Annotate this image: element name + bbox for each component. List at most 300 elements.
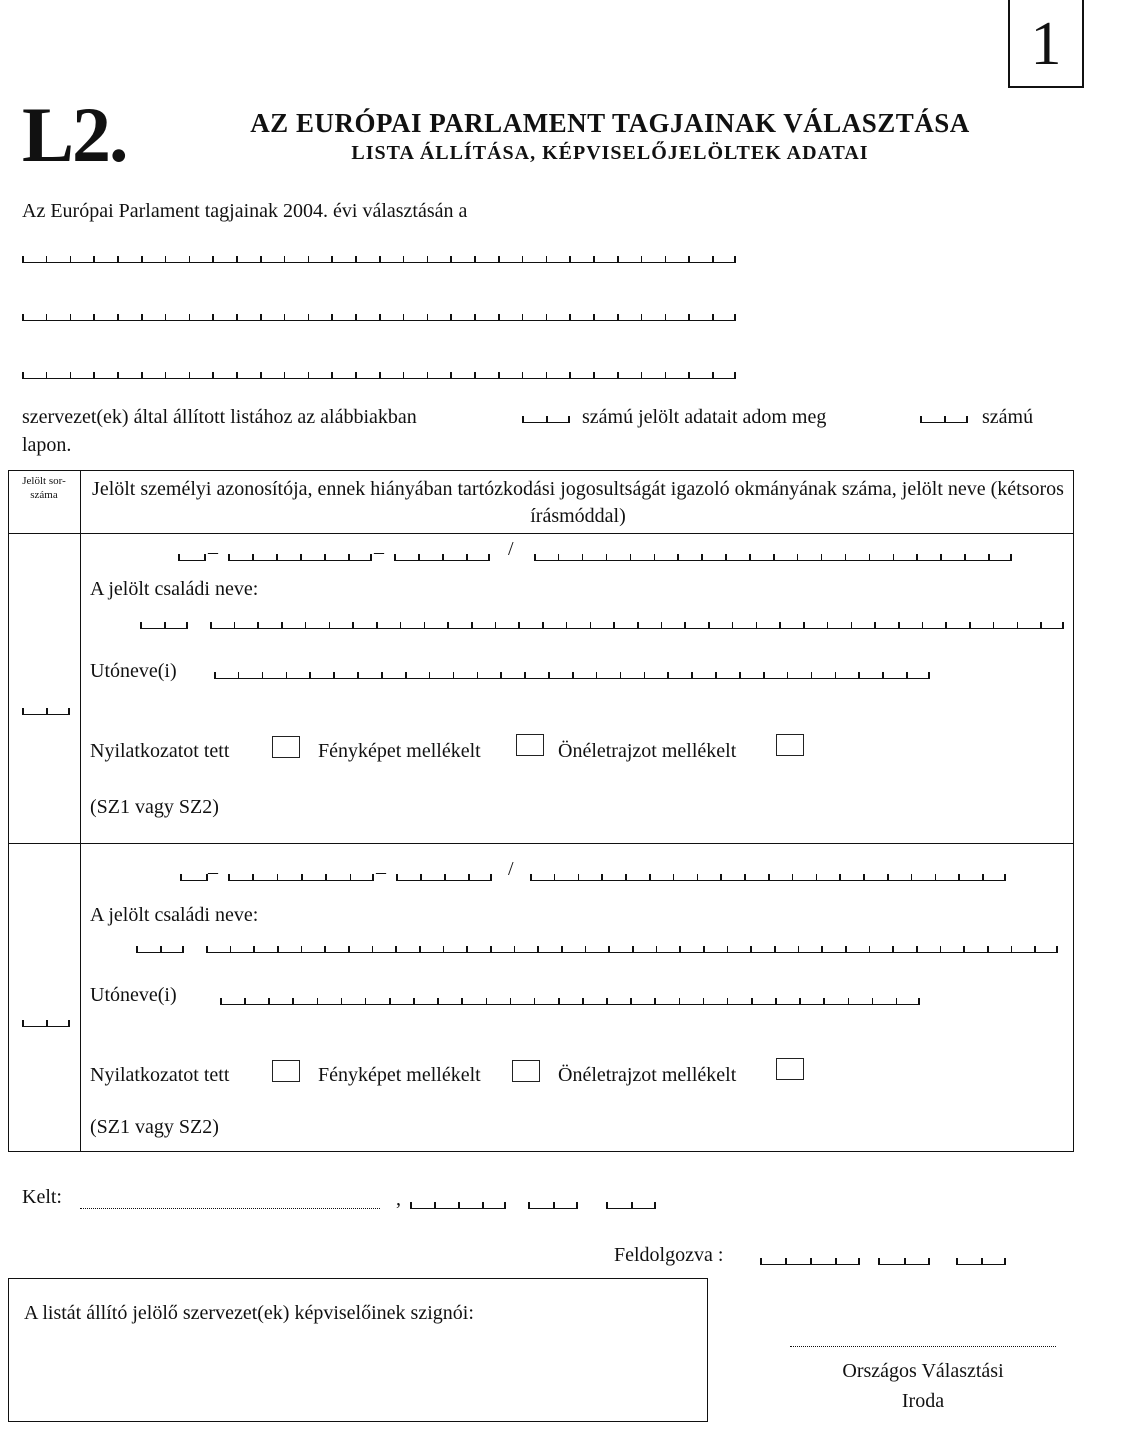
comb-tick (546, 256, 548, 263)
comb-tick (68, 1020, 70, 1027)
office-signature-line[interactable] (790, 1346, 1056, 1347)
comb-tick (918, 998, 920, 1005)
comb-tick (355, 256, 357, 263)
comb-tick (851, 622, 853, 629)
candidate-2-given-label: Utóneve(i) (90, 984, 177, 1006)
comb-tick (522, 256, 524, 263)
comb-tick (785, 1258, 787, 1265)
candidate-1-photo-checkbox[interactable] (516, 734, 544, 756)
comb-tick (810, 1258, 812, 1265)
comb-tick (1034, 946, 1036, 953)
comb-tick (578, 874, 580, 881)
candidate-2-cv-checkbox[interactable] (776, 1058, 804, 1080)
comb-tick (734, 256, 736, 263)
candidate-2-dash-1: – (208, 861, 218, 883)
comb-tick (720, 874, 722, 881)
comb-tick (309, 672, 311, 679)
comb-tick (922, 622, 924, 629)
comb-tick (341, 998, 343, 1005)
comb-tick (703, 998, 705, 1005)
candidate-1-dash-2: – (374, 541, 384, 563)
comb-tick (370, 554, 372, 561)
page-number: 1 (1030, 10, 1062, 78)
comb-tick (712, 256, 714, 263)
comb-tick (916, 554, 918, 561)
comb-tick (935, 874, 937, 881)
comb-tick (528, 1202, 530, 1209)
comb-tick (641, 256, 643, 263)
comb-tick (252, 874, 254, 881)
kelt-day-field[interactable] (606, 1202, 656, 1209)
comb-tick (442, 554, 444, 561)
candidate-1-given-name-field[interactable] (214, 672, 930, 679)
comb-tick (744, 874, 746, 881)
comb-tick (284, 256, 286, 263)
comb-tick (568, 416, 570, 423)
signature-box-label: A listát állító jelölő szervezet(ek) képviselőinek szignói: (24, 1302, 474, 1324)
comb-tick (530, 874, 532, 881)
comb-tick (466, 946, 468, 953)
comb-tick (823, 998, 825, 1005)
candidate-1-title-field[interactable] (140, 622, 188, 629)
comb-tick (46, 256, 48, 263)
candidate-2-cv-label: Önéletrajzot mellékelt (558, 1064, 737, 1086)
comb-tick (920, 416, 922, 423)
candidate-1-given-label: Utóneve(i) (90, 660, 177, 682)
candidate-1-declaration-label: Nyilatkozatot tett (90, 740, 230, 762)
comb-tick (331, 256, 333, 263)
comb-tick (461, 998, 463, 1005)
comb-tick (811, 672, 813, 679)
comb-tick (379, 256, 381, 263)
candidate-2-serial-field[interactable] (22, 1020, 70, 1027)
comb-tick (165, 256, 167, 263)
comb-tick (300, 554, 302, 561)
comb-tick (882, 672, 884, 679)
signature-box[interactable] (8, 1278, 708, 1422)
comb-tick (286, 672, 288, 679)
comb-tick (400, 622, 402, 629)
comb-tick (734, 314, 736, 321)
candidate-count-field[interactable] (522, 416, 570, 423)
comb-tick (434, 1202, 436, 1209)
comb-tick (444, 874, 446, 881)
col-header-number: Jelölt sor- száma (22, 475, 66, 501)
candidate-2-family-name-field[interactable] (206, 946, 1058, 953)
comb-tick (725, 554, 727, 561)
comb-tick (665, 256, 667, 263)
comb-tick (389, 998, 391, 1005)
comb-tick (940, 946, 942, 953)
comb-tick (969, 622, 971, 629)
comb-tick (236, 372, 238, 379)
candidate-1-id-part2[interactable] (228, 554, 372, 561)
comb-tick (606, 1202, 608, 1209)
comb-tick (558, 554, 560, 561)
table-row-divider (8, 843, 1074, 844)
comb-tick (940, 554, 942, 561)
comb-tick (679, 946, 681, 953)
candidate-2-photo-checkbox[interactable] (512, 1060, 540, 1082)
comb-tick (189, 314, 191, 321)
comb-tick (482, 1202, 484, 1209)
comb-tick (504, 1202, 506, 1209)
comb-tick (395, 946, 397, 953)
comb-tick (212, 314, 214, 321)
comb-tick (665, 372, 667, 379)
comb-tick (252, 554, 254, 561)
comb-tick (488, 554, 490, 561)
comb-tick (928, 672, 930, 679)
comb-tick (253, 946, 255, 953)
comb-tick (348, 946, 350, 953)
kelt-comma: , (396, 1188, 401, 1210)
comb-tick (534, 998, 536, 1005)
comb-tick (750, 946, 752, 953)
candidate-2-id-part3[interactable] (396, 874, 492, 881)
comb-tick (542, 622, 544, 629)
candidate-2-document-number[interactable] (530, 874, 1006, 881)
comb-tick (308, 256, 310, 263)
comb-tick (292, 998, 294, 1005)
comb-tick (798, 946, 800, 953)
candidate-1-declaration-checkbox[interactable] (272, 736, 300, 758)
comb-tick (688, 256, 690, 263)
comb-tick (863, 874, 865, 881)
comb-tick (486, 998, 488, 1005)
comb-tick (413, 998, 415, 1005)
comb-tick (554, 874, 556, 881)
col-header-details: Jelölt személyi azonosítója, ennek hiányában tartózkodási jogosultságát igazoló okmányának száma, jelölt neve (kétsoros írásmóddal) (92, 478, 1064, 527)
comb-tick (1004, 1258, 1006, 1265)
comb-tick (228, 874, 230, 881)
comb-tick (553, 1202, 555, 1209)
sheet-number-field[interactable] (920, 416, 968, 423)
comb-tick (70, 256, 72, 263)
comb-tick (260, 372, 262, 379)
comb-tick (474, 372, 476, 379)
comb-tick (379, 372, 381, 379)
comb-tick (701, 554, 703, 561)
comb-tick (774, 946, 776, 953)
comb-tick (22, 256, 24, 263)
comb-tick (691, 672, 693, 679)
comb-tick (661, 622, 663, 629)
candidate-1-id-part3[interactable] (394, 554, 490, 561)
comb-tick (141, 372, 143, 379)
comb-tick (458, 1202, 460, 1209)
comb-tick (429, 672, 431, 679)
candidate-2-slash: / (508, 858, 514, 880)
comb-tick (945, 622, 947, 629)
comb-tick (585, 946, 587, 953)
comb-tick (763, 672, 765, 679)
comb-tick (982, 874, 984, 881)
comb-tick (797, 554, 799, 561)
candidate-1-id-part1[interactable] (178, 554, 206, 561)
comb-tick (140, 622, 142, 629)
comb-tick (963, 946, 965, 953)
comb-tick (1010, 554, 1012, 561)
comb-tick (160, 946, 162, 953)
comb-tick (739, 672, 741, 679)
comb-tick (835, 672, 837, 679)
candidate-2-declaration-label: Nyilatkozatot tett (90, 1064, 230, 1086)
comb-tick (981, 1258, 983, 1265)
candidate-1-cv-label: Önéletrajzot mellékelt (558, 740, 737, 762)
comb-tick (189, 372, 191, 379)
comb-tick (649, 874, 651, 881)
form-subtitle: LISTA ÁLLÍTÁSA, KÉPVISELŐJELÖLTEK ADATAI (351, 142, 869, 164)
comb-tick (490, 874, 492, 881)
candidate-1-cv-checkbox[interactable] (776, 734, 804, 756)
candidate-1-note: (SZ1 vagy SZ2) (90, 796, 219, 818)
comb-tick (667, 672, 669, 679)
comb-tick (46, 1020, 48, 1027)
comb-tick (703, 946, 705, 953)
statement-part3: számú (982, 406, 1034, 428)
comb-tick (186, 622, 188, 629)
comb-tick (70, 314, 72, 321)
candidate-2-title-field[interactable] (136, 946, 184, 953)
comb-tick (858, 1258, 860, 1265)
comb-tick (324, 554, 326, 561)
comb-tick (301, 946, 303, 953)
comb-tick (117, 256, 119, 263)
comb-tick (617, 372, 619, 379)
statement-part2: számú jelölt adatait adom meg (582, 406, 827, 428)
comb-tick (869, 554, 871, 561)
comb-tick (257, 622, 259, 629)
comb-tick (654, 998, 656, 1005)
comb-tick (835, 1258, 837, 1265)
comb-tick (613, 622, 615, 629)
comb-tick (630, 554, 632, 561)
office-name-line1: Országos Választási (842, 1360, 1004, 1382)
comb-tick (522, 372, 524, 379)
organisation-name-field-1[interactable] (22, 256, 736, 263)
comb-tick (993, 622, 995, 629)
comb-tick (1040, 622, 1042, 629)
comb-tick (284, 314, 286, 321)
candidate-2-id-part1[interactable] (180, 874, 208, 881)
comb-tick (569, 372, 571, 379)
comb-tick (325, 874, 327, 881)
comb-tick (734, 372, 736, 379)
statement-part4: lapon. (22, 434, 72, 456)
processed-month-field[interactable] (878, 1258, 930, 1265)
comb-tick (987, 946, 989, 953)
candidate-1-family-name-field[interactable] (210, 622, 1064, 629)
kelt-label: Kelt: (22, 1186, 62, 1208)
comb-tick (561, 946, 563, 953)
comb-tick (22, 1020, 24, 1027)
comb-tick (606, 554, 608, 561)
comb-tick (878, 1258, 880, 1265)
comb-tick (301, 874, 303, 881)
comb-tick (673, 874, 675, 881)
comb-tick (749, 554, 751, 561)
comb-tick (773, 554, 775, 561)
candidate-2-declaration-checkbox[interactable] (272, 1060, 300, 1082)
candidate-2-id-part2[interactable] (228, 874, 374, 881)
comb-tick (887, 874, 889, 881)
comb-tick (46, 372, 48, 379)
comb-tick (799, 998, 801, 1005)
comb-tick (333, 672, 335, 679)
comb-tick (418, 554, 420, 561)
comb-tick (477, 672, 479, 679)
comb-tick (514, 946, 516, 953)
form-title: AZ EURÓPAI PARLAMENT TAGJAINAK VÁLASZTÁSA (250, 108, 970, 138)
candidate-2-family-label: A jelölt családi neve: (90, 904, 259, 926)
comb-tick (697, 874, 699, 881)
kelt-year-field[interactable] (410, 1202, 506, 1209)
processed-year-field[interactable] (760, 1258, 860, 1265)
comb-tick (234, 622, 236, 629)
comb-tick (236, 256, 238, 263)
comb-tick (498, 256, 500, 263)
comb-tick (427, 372, 429, 379)
processed-label: Feldolgozva : (614, 1244, 724, 1266)
comb-tick (317, 998, 319, 1005)
comb-tick (637, 622, 639, 629)
comb-tick (260, 256, 262, 263)
comb-tick (230, 946, 232, 953)
comb-tick (403, 372, 405, 379)
comb-tick (495, 622, 497, 629)
comb-tick (630, 998, 632, 1005)
comb-tick (858, 672, 860, 679)
comb-tick (727, 946, 729, 953)
comb-tick (165, 314, 167, 321)
comb-tick (803, 622, 805, 629)
comb-tick (601, 874, 603, 881)
comb-tick (654, 554, 656, 561)
comb-tick (164, 622, 166, 629)
comb-tick (331, 314, 333, 321)
comb-tick (268, 998, 270, 1005)
table-header-divider (8, 533, 1074, 534)
comb-tick (656, 946, 658, 953)
organisation-name-field-2[interactable] (22, 314, 736, 321)
comb-tick (498, 314, 500, 321)
comb-tick (712, 372, 714, 379)
organisation-name-field-3[interactable] (22, 372, 736, 379)
comb-tick (471, 622, 473, 629)
comb-tick (450, 314, 452, 321)
comb-tick (238, 672, 240, 679)
comb-tick (228, 554, 230, 561)
candidate-1-serial-field[interactable] (22, 708, 70, 715)
comb-tick (576, 1202, 578, 1209)
comb-tick (204, 554, 206, 561)
candidate-1-document-number[interactable] (534, 554, 1012, 561)
comb-tick (348, 554, 350, 561)
comb-tick (305, 622, 307, 629)
comb-tick (262, 672, 264, 679)
comb-tick (893, 554, 895, 561)
comb-tick (1004, 874, 1006, 881)
kelt-place-field[interactable] (80, 1208, 380, 1209)
comb-tick (236, 314, 238, 321)
candidate-1-photo-label: Fényképet mellékelt (318, 740, 481, 762)
comb-tick (632, 946, 634, 953)
comb-tick (443, 946, 445, 953)
comb-tick (427, 314, 429, 321)
comb-tick (308, 372, 310, 379)
comb-tick (874, 622, 876, 629)
comb-tick (212, 372, 214, 379)
comb-tick (768, 874, 770, 881)
comb-tick (572, 672, 574, 679)
comb-tick (916, 946, 918, 953)
comb-tick (582, 998, 584, 1005)
comb-tick (792, 874, 794, 881)
comb-tick (654, 1202, 656, 1209)
comb-tick (420, 874, 422, 881)
comb-tick (277, 946, 279, 953)
comb-tick (631, 1202, 633, 1209)
comb-tick (848, 998, 850, 1005)
comb-tick (617, 314, 619, 321)
comb-tick (617, 256, 619, 263)
comb-tick (357, 672, 359, 679)
comb-tick (277, 874, 279, 881)
comb-tick (839, 874, 841, 881)
comb-tick (403, 256, 405, 263)
comb-tick (827, 622, 829, 629)
comb-tick (427, 256, 429, 263)
comb-tick (1056, 946, 1058, 953)
comb-tick (453, 672, 455, 679)
comb-tick (394, 554, 396, 561)
office-name-line2: Iroda (901, 1390, 945, 1412)
comb-tick (182, 946, 184, 953)
comb-tick (437, 998, 439, 1005)
comb-tick (620, 672, 622, 679)
kelt-month-field[interactable] (528, 1202, 578, 1209)
comb-tick (712, 314, 714, 321)
comb-tick (212, 256, 214, 263)
comb-tick (566, 622, 568, 629)
comb-tick (206, 946, 208, 953)
comb-tick (178, 554, 180, 561)
comb-tick (593, 256, 595, 263)
comb-tick (220, 998, 222, 1005)
comb-tick (1062, 622, 1064, 629)
comb-tick (524, 672, 526, 679)
candidate-2-given-name-field[interactable] (220, 998, 920, 1005)
comb-tick (376, 622, 378, 629)
comb-tick (892, 946, 894, 953)
comb-tick (284, 372, 286, 379)
comb-tick (964, 554, 966, 561)
comb-tick (379, 314, 381, 321)
processed-day-field[interactable] (956, 1258, 1006, 1265)
comb-tick (403, 314, 405, 321)
comb-tick (522, 314, 524, 321)
comb-tick (381, 672, 383, 679)
comb-tick (911, 874, 913, 881)
comb-tick (490, 946, 492, 953)
comb-tick (944, 416, 946, 423)
comb-tick (845, 554, 847, 561)
intro-text: Az Európai Parlament tagjainak 2004. évi választásán a (22, 200, 468, 222)
comb-tick (141, 256, 143, 263)
statement-part1: szervezet(ek) által állított listához az alábbiakban (22, 406, 417, 428)
comb-tick (117, 372, 119, 379)
